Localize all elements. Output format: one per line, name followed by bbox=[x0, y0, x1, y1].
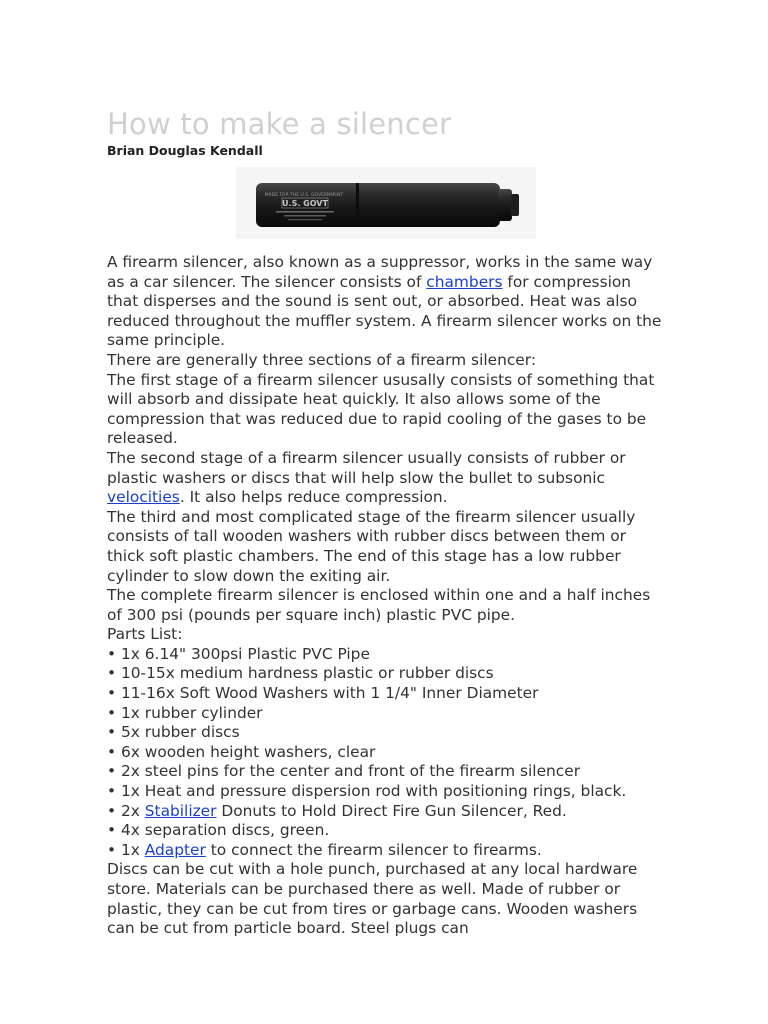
paragraph-text: • 1x Heat and pressure dispersion rod with positioning rings, black. bbox=[107, 782, 627, 801]
paragraph-text: • 1x 6.14" 300psi Plastic PVC Pipe bbox=[107, 644, 370, 663]
article-paragraph bbox=[107, 704, 667, 724]
page-title: How to make a silencer bbox=[107, 107, 452, 141]
paragraph-text: to connect the firearm silencer to firearms. bbox=[205, 840, 542, 859]
paragraph-text: • 2x steel pins for the center and front of the firearm silencer bbox=[107, 762, 581, 781]
paragraph-text: Discs can be cut with a hole punch, purchased at any local hardware store. Materials can be purchased there as well. Made of rubber or plastic, they can be cut from tires or garbage cans. Wooden washers can be cut from particle board. Steel plugs can bbox=[107, 860, 638, 938]
article-paragraph bbox=[107, 371, 667, 449]
paragraph-text: • 10-15x medium hardness plastic or rubber discs bbox=[107, 664, 494, 683]
article-paragraph bbox=[107, 508, 667, 586]
document-page bbox=[107, 105, 667, 939]
article-paragraph bbox=[107, 762, 667, 782]
paragraph-text: • 2x bbox=[107, 801, 145, 820]
paragraph-text: • 6x wooden height washers, clear bbox=[107, 742, 376, 761]
paragraph-text: There are generally three sections of a firearm silencer: bbox=[107, 350, 537, 369]
article-paragraph bbox=[107, 802, 667, 822]
engraving-text: MADE FOR THE U.S. GOVERNMENT bbox=[264, 193, 344, 198]
paragraph-text: The third and most complicated stage of the firearm silencer usually consists of tall wooden washers with rubber discs between them or thick soft plastic chambers. The end of this stage has a low rubber cylinder to slow down the exiting air. bbox=[107, 507, 636, 585]
silencer-illustration bbox=[236, 167, 536, 239]
paragraph-text: The second stage of a firearm silencer usually consists of rubber or plastic washers or discs that will help slow the bullet to subsonic bbox=[107, 448, 626, 487]
paragraph-text: The complete firearm silencer is enclosed within one and a half inches of 300 psi (pounds per square inch) plastic PVC pipe. bbox=[107, 586, 651, 624]
engraving-label: U.S. GOVT bbox=[282, 199, 328, 208]
paragraph-text: • 4x separation discs, green. bbox=[107, 821, 330, 840]
article-paragraph bbox=[107, 449, 667, 508]
article-paragraph bbox=[107, 664, 667, 684]
paragraph-text: • 1x bbox=[107, 840, 145, 859]
paragraph-text: Parts List: bbox=[107, 625, 183, 644]
paragraph-text: • 11-16x Soft Wood Washers with 1 1/4" Inner Diameter bbox=[107, 684, 539, 703]
inline-link[interactable]: velocities bbox=[107, 488, 180, 507]
paragraph-text: • 1x rubber cylinder bbox=[107, 703, 263, 722]
paragraph-text: Donuts to Hold Direct Fire Gun Silencer, Red. bbox=[216, 801, 567, 820]
article-paragraph bbox=[107, 723, 667, 743]
article-paragraph bbox=[107, 253, 667, 351]
inline-link[interactable]: Stabilizer bbox=[144, 801, 217, 820]
paragraph-text: for compression that disperses and the sound is sent out, or absorbed. Heat was also reduced throughout the muffler system. A firearm silencer works on the same principle. bbox=[107, 272, 662, 350]
article-body bbox=[107, 253, 667, 939]
silencer-image bbox=[236, 167, 536, 239]
article-paragraph bbox=[107, 625, 667, 645]
article-paragraph bbox=[107, 684, 667, 704]
article-paragraph bbox=[107, 782, 667, 802]
article-paragraph bbox=[107, 351, 667, 371]
article-paragraph bbox=[107, 821, 667, 841]
article-paragraph bbox=[107, 586, 667, 625]
paragraph-text: . It also helps reduce compression. bbox=[179, 488, 448, 507]
paragraph-text: • 5x rubber discs bbox=[107, 723, 240, 742]
article-paragraph bbox=[107, 841, 667, 861]
article-paragraph bbox=[107, 743, 667, 763]
author-name: Brian Douglas Kendall bbox=[107, 143, 263, 158]
article-paragraph bbox=[107, 645, 667, 665]
article-paragraph bbox=[107, 860, 667, 938]
paragraph-text: A firearm silencer, also known as a suppressor, works in the same way as a car silencer. The silencer consists of bbox=[107, 253, 653, 291]
inline-link[interactable]: Adapter bbox=[144, 840, 206, 859]
paragraph-text: The first stage of a firearm silencer ususally consists of something that will absorb and dissipate heat quickly. It also allows some of the compression that was reduced due to rapid cooling of the gases to be released. bbox=[107, 370, 655, 448]
inline-link[interactable]: chambers bbox=[426, 272, 503, 291]
